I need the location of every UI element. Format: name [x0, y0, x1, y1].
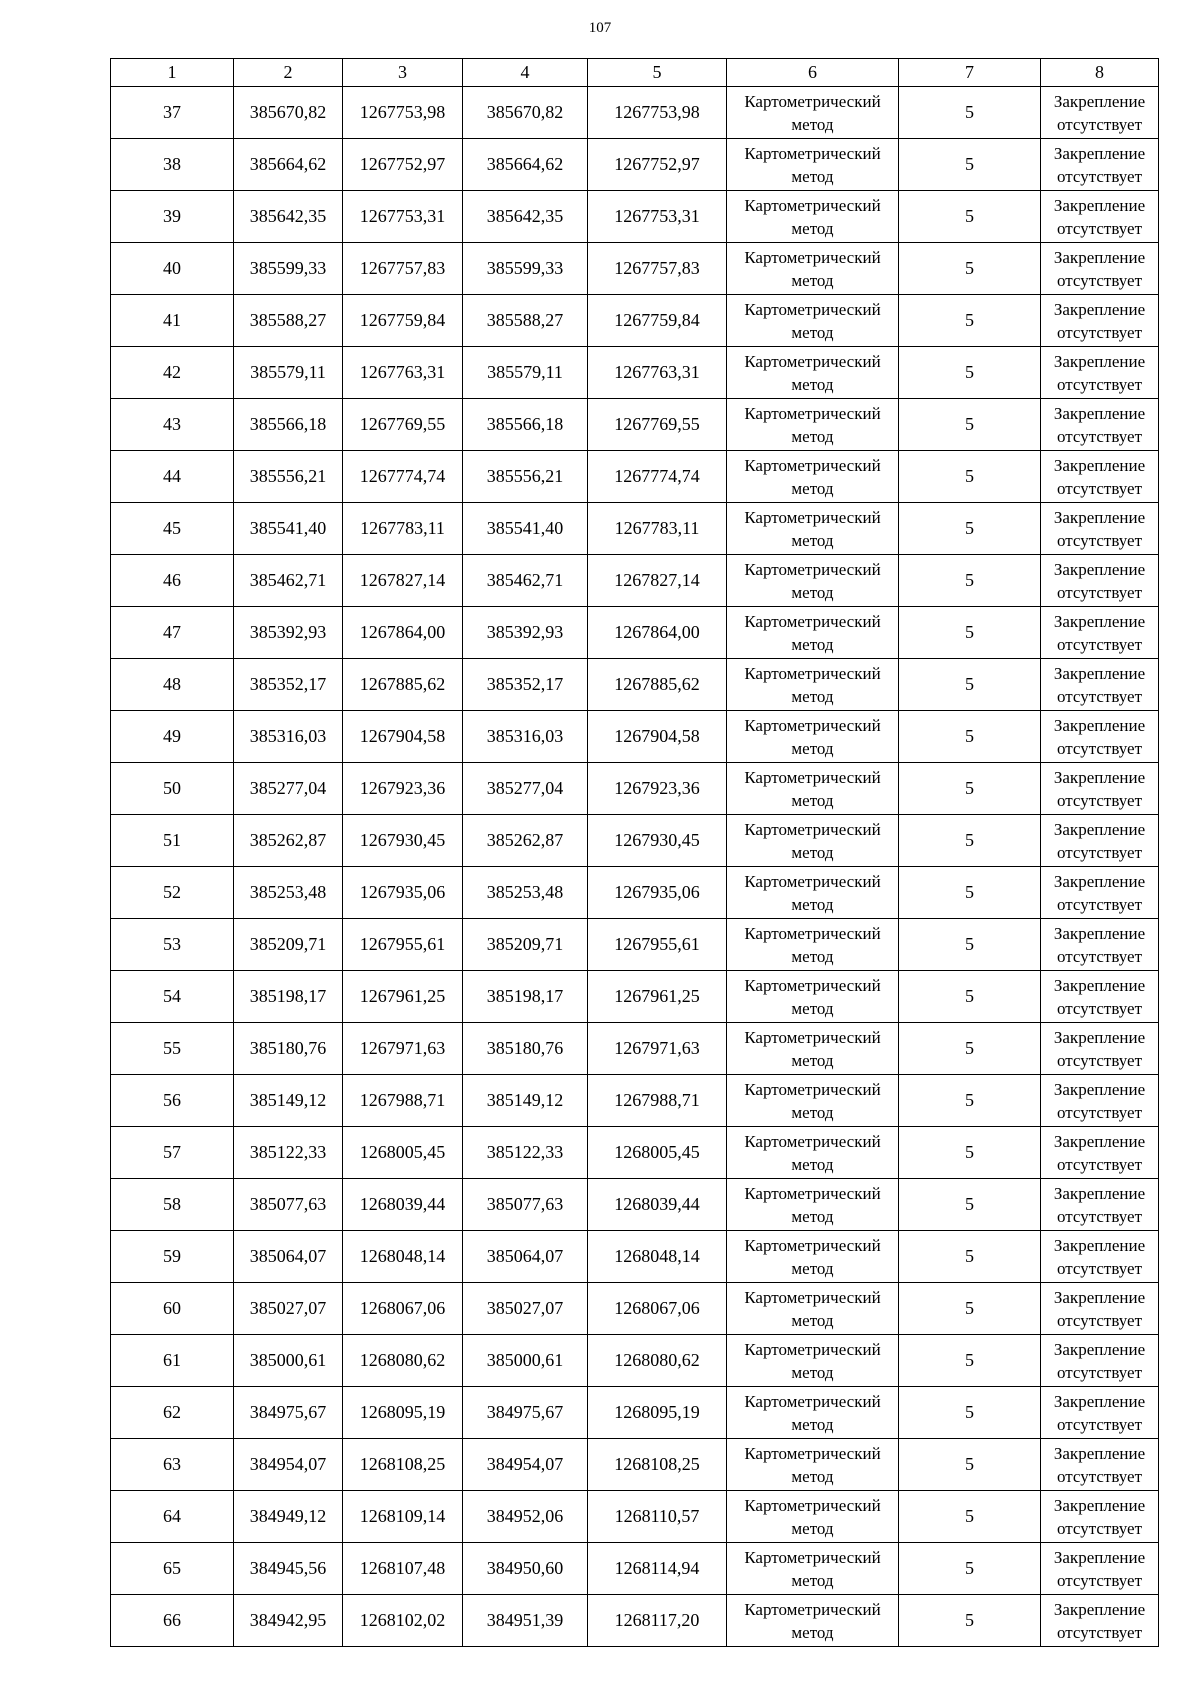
table-row — [111, 503, 1159, 555]
fixation-cell: Закрепление отсутствует — [1041, 243, 1159, 295]
accuracy-cell: 5 — [899, 503, 1041, 555]
table-row — [111, 971, 1159, 1023]
accuracy-cell: 5 — [899, 1387, 1041, 1439]
point-number-cell: 55 — [111, 1023, 234, 1075]
point-number-cell: 43 — [111, 399, 234, 451]
y-existing-cell: 1268067,06 — [343, 1283, 463, 1335]
y-existing-cell: 1268039,44 — [343, 1179, 463, 1231]
accuracy-cell: 5 — [899, 1335, 1041, 1387]
x-refined-cell: 385180,76 — [463, 1023, 588, 1075]
y-existing-cell: 1268109,14 — [343, 1491, 463, 1543]
y-refined-cell: 1268048,14 — [588, 1231, 727, 1283]
point-number-cell: 65 — [111, 1543, 234, 1595]
y-refined-cell: 1267971,63 — [588, 1023, 727, 1075]
accuracy-cell: 5 — [899, 763, 1041, 815]
y-refined-cell: 1268067,06 — [588, 1283, 727, 1335]
fixation-cell: Закрепление отсутствует — [1041, 763, 1159, 815]
y-refined-cell: 1267923,36 — [588, 763, 727, 815]
x-refined-cell: 385599,33 — [463, 243, 588, 295]
y-existing-cell: 1267955,61 — [343, 919, 463, 971]
x-refined-cell: 385253,48 — [463, 867, 588, 919]
x-refined-cell: 385566,18 — [463, 399, 588, 451]
fixation-cell: Закрепление отсутствует — [1041, 139, 1159, 191]
y-refined-cell: 1267757,83 — [588, 243, 727, 295]
y-refined-cell: 1267774,74 — [588, 451, 727, 503]
fixation-cell: Закрепление отсутствует — [1041, 1387, 1159, 1439]
point-number-cell: 62 — [111, 1387, 234, 1439]
table-row — [111, 1595, 1159, 1647]
table-row — [111, 191, 1159, 243]
fixation-cell: Закрепление отсутствует — [1041, 87, 1159, 139]
method-cell: Картометрический метод — [727, 1127, 899, 1179]
accuracy-cell: 5 — [899, 555, 1041, 607]
y-existing-cell: 1268080,62 — [343, 1335, 463, 1387]
x-existing-cell: 385198,17 — [234, 971, 343, 1023]
table-row — [111, 1387, 1159, 1439]
fixation-cell: Закрепление отсутствует — [1041, 1179, 1159, 1231]
y-existing-cell: 1268102,02 — [343, 1595, 463, 1647]
fixation-cell: Закрепление отсутствует — [1041, 1595, 1159, 1647]
accuracy-cell: 5 — [899, 399, 1041, 451]
y-refined-cell: 1267988,71 — [588, 1075, 727, 1127]
point-number-cell: 66 — [111, 1595, 234, 1647]
y-refined-cell: 1268114,94 — [588, 1543, 727, 1595]
point-number-cell: 50 — [111, 763, 234, 815]
y-refined-cell: 1268039,44 — [588, 1179, 727, 1231]
x-existing-cell: 385541,40 — [234, 503, 343, 555]
y-existing-cell: 1268005,45 — [343, 1127, 463, 1179]
method-cell: Картометрический метод — [727, 1491, 899, 1543]
x-existing-cell: 385277,04 — [234, 763, 343, 815]
y-existing-cell: 1267763,31 — [343, 347, 463, 399]
y-refined-cell: 1268080,62 — [588, 1335, 727, 1387]
x-refined-cell: 385541,40 — [463, 503, 588, 555]
table-row — [111, 1127, 1159, 1179]
x-existing-cell: 385122,33 — [234, 1127, 343, 1179]
accuracy-cell: 5 — [899, 711, 1041, 763]
fixation-cell: Закрепление отсутствует — [1041, 1439, 1159, 1491]
method-cell: Картометрический метод — [727, 503, 899, 555]
fixation-cell: Закрепление отсутствует — [1041, 1491, 1159, 1543]
fixation-cell: Закрепление отсутствует — [1041, 607, 1159, 659]
y-existing-cell: 1268108,25 — [343, 1439, 463, 1491]
table-row — [111, 1231, 1159, 1283]
y-refined-cell: 1267753,31 — [588, 191, 727, 243]
column-header: 4 — [463, 59, 588, 87]
method-cell: Картометрический метод — [727, 87, 899, 139]
method-cell: Картометрический метод — [727, 1387, 899, 1439]
table-row — [111, 659, 1159, 711]
point-number-cell: 41 — [111, 295, 234, 347]
table-row — [111, 711, 1159, 763]
fixation-cell: Закрепление отсутствует — [1041, 1023, 1159, 1075]
fixation-cell: Закрепление отсутствует — [1041, 815, 1159, 867]
y-existing-cell: 1267759,84 — [343, 295, 463, 347]
point-number-cell: 42 — [111, 347, 234, 399]
y-refined-cell: 1267935,06 — [588, 867, 727, 919]
y-existing-cell: 1267988,71 — [343, 1075, 463, 1127]
y-existing-cell: 1267971,63 — [343, 1023, 463, 1075]
y-refined-cell: 1268108,25 — [588, 1439, 727, 1491]
x-refined-cell: 385077,63 — [463, 1179, 588, 1231]
y-refined-cell: 1267763,31 — [588, 347, 727, 399]
y-refined-cell: 1268110,57 — [588, 1491, 727, 1543]
accuracy-cell: 5 — [899, 295, 1041, 347]
x-refined-cell: 384950,60 — [463, 1543, 588, 1595]
y-existing-cell: 1267752,97 — [343, 139, 463, 191]
point-number-cell: 47 — [111, 607, 234, 659]
x-refined-cell: 385000,61 — [463, 1335, 588, 1387]
method-cell: Картометрический метод — [727, 607, 899, 659]
x-existing-cell: 385642,35 — [234, 191, 343, 243]
table-row — [111, 87, 1159, 139]
fixation-cell: Закрепление отсутствует — [1041, 451, 1159, 503]
point-number-cell: 37 — [111, 87, 234, 139]
accuracy-cell: 5 — [899, 1595, 1041, 1647]
table-row — [111, 451, 1159, 503]
accuracy-cell: 5 — [899, 1283, 1041, 1335]
method-cell: Картометрический метод — [727, 1023, 899, 1075]
accuracy-cell: 5 — [899, 347, 1041, 399]
fixation-cell: Закрепление отсутствует — [1041, 971, 1159, 1023]
x-refined-cell: 384951,39 — [463, 1595, 588, 1647]
table-row — [111, 399, 1159, 451]
accuracy-cell: 5 — [899, 1127, 1041, 1179]
x-refined-cell: 385027,07 — [463, 1283, 588, 1335]
y-refined-cell: 1267769,55 — [588, 399, 727, 451]
table-row — [111, 555, 1159, 607]
x-refined-cell: 385064,07 — [463, 1231, 588, 1283]
method-cell: Картометрический метод — [727, 243, 899, 295]
x-existing-cell: 385064,07 — [234, 1231, 343, 1283]
accuracy-cell: 5 — [899, 1231, 1041, 1283]
fixation-cell: Закрепление отсутствует — [1041, 711, 1159, 763]
x-existing-cell: 385588,27 — [234, 295, 343, 347]
table-row — [111, 1491, 1159, 1543]
x-existing-cell: 385670,82 — [234, 87, 343, 139]
accuracy-cell: 5 — [899, 815, 1041, 867]
y-existing-cell: 1267769,55 — [343, 399, 463, 451]
x-existing-cell: 385262,87 — [234, 815, 343, 867]
fixation-cell: Закрепление отсутствует — [1041, 1075, 1159, 1127]
y-existing-cell: 1267904,58 — [343, 711, 463, 763]
x-refined-cell: 385556,21 — [463, 451, 588, 503]
x-refined-cell: 385462,71 — [463, 555, 588, 607]
accuracy-cell: 5 — [899, 87, 1041, 139]
x-refined-cell: 385262,87 — [463, 815, 588, 867]
method-cell: Картометрический метод — [727, 1283, 899, 1335]
fixation-cell: Закрепление отсутствует — [1041, 919, 1159, 971]
y-existing-cell: 1268107,48 — [343, 1543, 463, 1595]
column-header: 5 — [588, 59, 727, 87]
method-cell: Картометрический метод — [727, 555, 899, 607]
x-existing-cell: 385149,12 — [234, 1075, 343, 1127]
x-refined-cell: 385198,17 — [463, 971, 588, 1023]
x-existing-cell: 385599,33 — [234, 243, 343, 295]
x-refined-cell: 385122,33 — [463, 1127, 588, 1179]
point-number-cell: 52 — [111, 867, 234, 919]
x-existing-cell: 385000,61 — [234, 1335, 343, 1387]
method-cell: Картометрический метод — [727, 451, 899, 503]
point-number-cell: 64 — [111, 1491, 234, 1543]
point-number-cell: 63 — [111, 1439, 234, 1491]
accuracy-cell: 5 — [899, 919, 1041, 971]
point-number-cell: 58 — [111, 1179, 234, 1231]
y-existing-cell: 1268095,19 — [343, 1387, 463, 1439]
y-existing-cell: 1267753,31 — [343, 191, 463, 243]
x-refined-cell: 385670,82 — [463, 87, 588, 139]
y-refined-cell: 1268095,19 — [588, 1387, 727, 1439]
x-refined-cell: 384954,07 — [463, 1439, 588, 1491]
x-refined-cell: 385642,35 — [463, 191, 588, 243]
fixation-cell: Закрепление отсутствует — [1041, 399, 1159, 451]
x-existing-cell: 385556,21 — [234, 451, 343, 503]
y-existing-cell: 1267753,98 — [343, 87, 463, 139]
fixation-cell: Закрепление отсутствует — [1041, 191, 1159, 243]
accuracy-cell: 5 — [899, 607, 1041, 659]
method-cell: Картометрический метод — [727, 1439, 899, 1491]
accuracy-cell: 5 — [899, 191, 1041, 243]
x-refined-cell: 384975,67 — [463, 1387, 588, 1439]
x-existing-cell: 384945,56 — [234, 1543, 343, 1595]
point-number-cell: 61 — [111, 1335, 234, 1387]
fixation-cell: Закрепление отсутствует — [1041, 1543, 1159, 1595]
table-row — [111, 1283, 1159, 1335]
table-row — [111, 1335, 1159, 1387]
fixation-cell: Закрепление отсутствует — [1041, 1127, 1159, 1179]
x-refined-cell: 385149,12 — [463, 1075, 588, 1127]
y-existing-cell: 1267827,14 — [343, 555, 463, 607]
accuracy-cell: 5 — [899, 1543, 1041, 1595]
table-row — [111, 1439, 1159, 1491]
method-cell: Картометрический метод — [727, 399, 899, 451]
x-existing-cell: 385392,93 — [234, 607, 343, 659]
x-refined-cell: 385352,17 — [463, 659, 588, 711]
method-cell: Картометрический метод — [727, 1595, 899, 1647]
method-cell: Картометрический метод — [727, 659, 899, 711]
table-row — [111, 295, 1159, 347]
method-cell: Картометрический метод — [727, 1231, 899, 1283]
y-refined-cell: 1267752,97 — [588, 139, 727, 191]
header-row — [111, 59, 1159, 87]
y-existing-cell: 1267935,06 — [343, 867, 463, 919]
table-row — [111, 1023, 1159, 1075]
x-existing-cell: 384949,12 — [234, 1491, 343, 1543]
y-refined-cell: 1267885,62 — [588, 659, 727, 711]
y-refined-cell: 1267955,61 — [588, 919, 727, 971]
x-existing-cell: 385352,17 — [234, 659, 343, 711]
table-row — [111, 347, 1159, 399]
method-cell: Картометрический метод — [727, 919, 899, 971]
y-existing-cell: 1267961,25 — [343, 971, 463, 1023]
point-number-cell: 48 — [111, 659, 234, 711]
table-row — [111, 139, 1159, 191]
fixation-cell: Закрепление отсутствует — [1041, 295, 1159, 347]
x-existing-cell: 385209,71 — [234, 919, 343, 971]
y-existing-cell: 1267783,11 — [343, 503, 463, 555]
point-number-cell: 57 — [111, 1127, 234, 1179]
fixation-cell: Закрепление отсутствует — [1041, 1335, 1159, 1387]
point-number-cell: 60 — [111, 1283, 234, 1335]
column-header: 8 — [1041, 59, 1159, 87]
fixation-cell: Закрепление отсутствует — [1041, 1231, 1159, 1283]
y-existing-cell: 1267885,62 — [343, 659, 463, 711]
accuracy-cell: 5 — [899, 867, 1041, 919]
accuracy-cell: 5 — [899, 243, 1041, 295]
y-refined-cell: 1268005,45 — [588, 1127, 727, 1179]
column-header: 6 — [727, 59, 899, 87]
method-cell: Картометрический метод — [727, 867, 899, 919]
accuracy-cell: 5 — [899, 971, 1041, 1023]
point-number-cell: 38 — [111, 139, 234, 191]
method-cell: Картометрический метод — [727, 191, 899, 243]
method-cell: Картометрический метод — [727, 139, 899, 191]
x-existing-cell: 384975,67 — [234, 1387, 343, 1439]
x-refined-cell: 385579,11 — [463, 347, 588, 399]
accuracy-cell: 5 — [899, 1075, 1041, 1127]
y-existing-cell: 1267923,36 — [343, 763, 463, 815]
method-cell: Картометрический метод — [727, 1543, 899, 1595]
point-number-cell: 56 — [111, 1075, 234, 1127]
column-header: 1 — [111, 59, 234, 87]
table-row — [111, 763, 1159, 815]
method-cell: Картометрический метод — [727, 347, 899, 399]
table-row — [111, 1179, 1159, 1231]
y-existing-cell: 1267864,00 — [343, 607, 463, 659]
method-cell: Картометрический метод — [727, 1335, 899, 1387]
y-refined-cell: 1267759,84 — [588, 295, 727, 347]
coordinates-table — [110, 58, 1159, 1647]
x-existing-cell: 385077,63 — [234, 1179, 343, 1231]
point-number-cell: 49 — [111, 711, 234, 763]
fixation-cell: Закрепление отсутствует — [1041, 555, 1159, 607]
x-existing-cell: 385027,07 — [234, 1283, 343, 1335]
column-header: 7 — [899, 59, 1041, 87]
accuracy-cell: 5 — [899, 1179, 1041, 1231]
fixation-cell: Закрепление отсутствует — [1041, 503, 1159, 555]
column-header: 2 — [234, 59, 343, 87]
accuracy-cell: 5 — [899, 1439, 1041, 1491]
method-cell: Картометрический метод — [727, 815, 899, 867]
x-refined-cell: 385588,27 — [463, 295, 588, 347]
y-refined-cell: 1267827,14 — [588, 555, 727, 607]
x-existing-cell: 385566,18 — [234, 399, 343, 451]
accuracy-cell: 5 — [899, 1491, 1041, 1543]
point-number-cell: 39 — [111, 191, 234, 243]
table-row — [111, 607, 1159, 659]
column-header: 3 — [343, 59, 463, 87]
x-refined-cell: 385392,93 — [463, 607, 588, 659]
y-refined-cell: 1268117,20 — [588, 1595, 727, 1647]
fixation-cell: Закрепление отсутствует — [1041, 347, 1159, 399]
y-refined-cell: 1267753,98 — [588, 87, 727, 139]
accuracy-cell: 5 — [899, 659, 1041, 711]
point-number-cell: 51 — [111, 815, 234, 867]
fixation-cell: Закрепление отсутствует — [1041, 867, 1159, 919]
accuracy-cell: 5 — [899, 451, 1041, 503]
point-number-cell: 53 — [111, 919, 234, 971]
fixation-cell: Закрепление отсутствует — [1041, 1283, 1159, 1335]
x-refined-cell: 385277,04 — [463, 763, 588, 815]
x-refined-cell: 384952,06 — [463, 1491, 588, 1543]
x-existing-cell: 385462,71 — [234, 555, 343, 607]
method-cell: Картометрический метод — [727, 295, 899, 347]
x-existing-cell: 385579,11 — [234, 347, 343, 399]
x-existing-cell: 384954,07 — [234, 1439, 343, 1491]
fixation-cell: Закрепление отсутствует — [1041, 659, 1159, 711]
y-refined-cell: 1267864,00 — [588, 607, 727, 659]
point-number-cell: 40 — [111, 243, 234, 295]
point-number-cell: 44 — [111, 451, 234, 503]
point-number-cell: 54 — [111, 971, 234, 1023]
table-row — [111, 1543, 1159, 1595]
accuracy-cell: 5 — [899, 139, 1041, 191]
y-existing-cell: 1267757,83 — [343, 243, 463, 295]
x-existing-cell: 385180,76 — [234, 1023, 343, 1075]
table-row — [111, 919, 1159, 971]
method-cell: Картометрический метод — [727, 971, 899, 1023]
y-refined-cell: 1267961,25 — [588, 971, 727, 1023]
point-number-cell: 46 — [111, 555, 234, 607]
x-refined-cell: 385664,62 — [463, 139, 588, 191]
x-existing-cell: 385664,62 — [234, 139, 343, 191]
table-row — [111, 1075, 1159, 1127]
page-number: 107 — [588, 20, 612, 36]
y-refined-cell: 1267904,58 — [588, 711, 727, 763]
table-row — [111, 815, 1159, 867]
table-row — [111, 243, 1159, 295]
x-existing-cell: 384942,95 — [234, 1595, 343, 1647]
y-existing-cell: 1267930,45 — [343, 815, 463, 867]
table-row — [111, 867, 1159, 919]
x-refined-cell: 385316,03 — [463, 711, 588, 763]
table-body — [111, 87, 1159, 1647]
x-refined-cell: 385209,71 — [463, 919, 588, 971]
y-refined-cell: 1267930,45 — [588, 815, 727, 867]
point-number-cell: 45 — [111, 503, 234, 555]
y-existing-cell: 1268048,14 — [343, 1231, 463, 1283]
accuracy-cell: 5 — [899, 1023, 1041, 1075]
method-cell: Картометрический метод — [727, 711, 899, 763]
x-existing-cell: 385316,03 — [234, 711, 343, 763]
x-existing-cell: 385253,48 — [234, 867, 343, 919]
method-cell: Картометрический метод — [727, 763, 899, 815]
method-cell: Картометрический метод — [727, 1075, 899, 1127]
y-refined-cell: 1267783,11 — [588, 503, 727, 555]
point-number-cell: 59 — [111, 1231, 234, 1283]
method-cell: Картометрический метод — [727, 1179, 899, 1231]
y-existing-cell: 1267774,74 — [343, 451, 463, 503]
